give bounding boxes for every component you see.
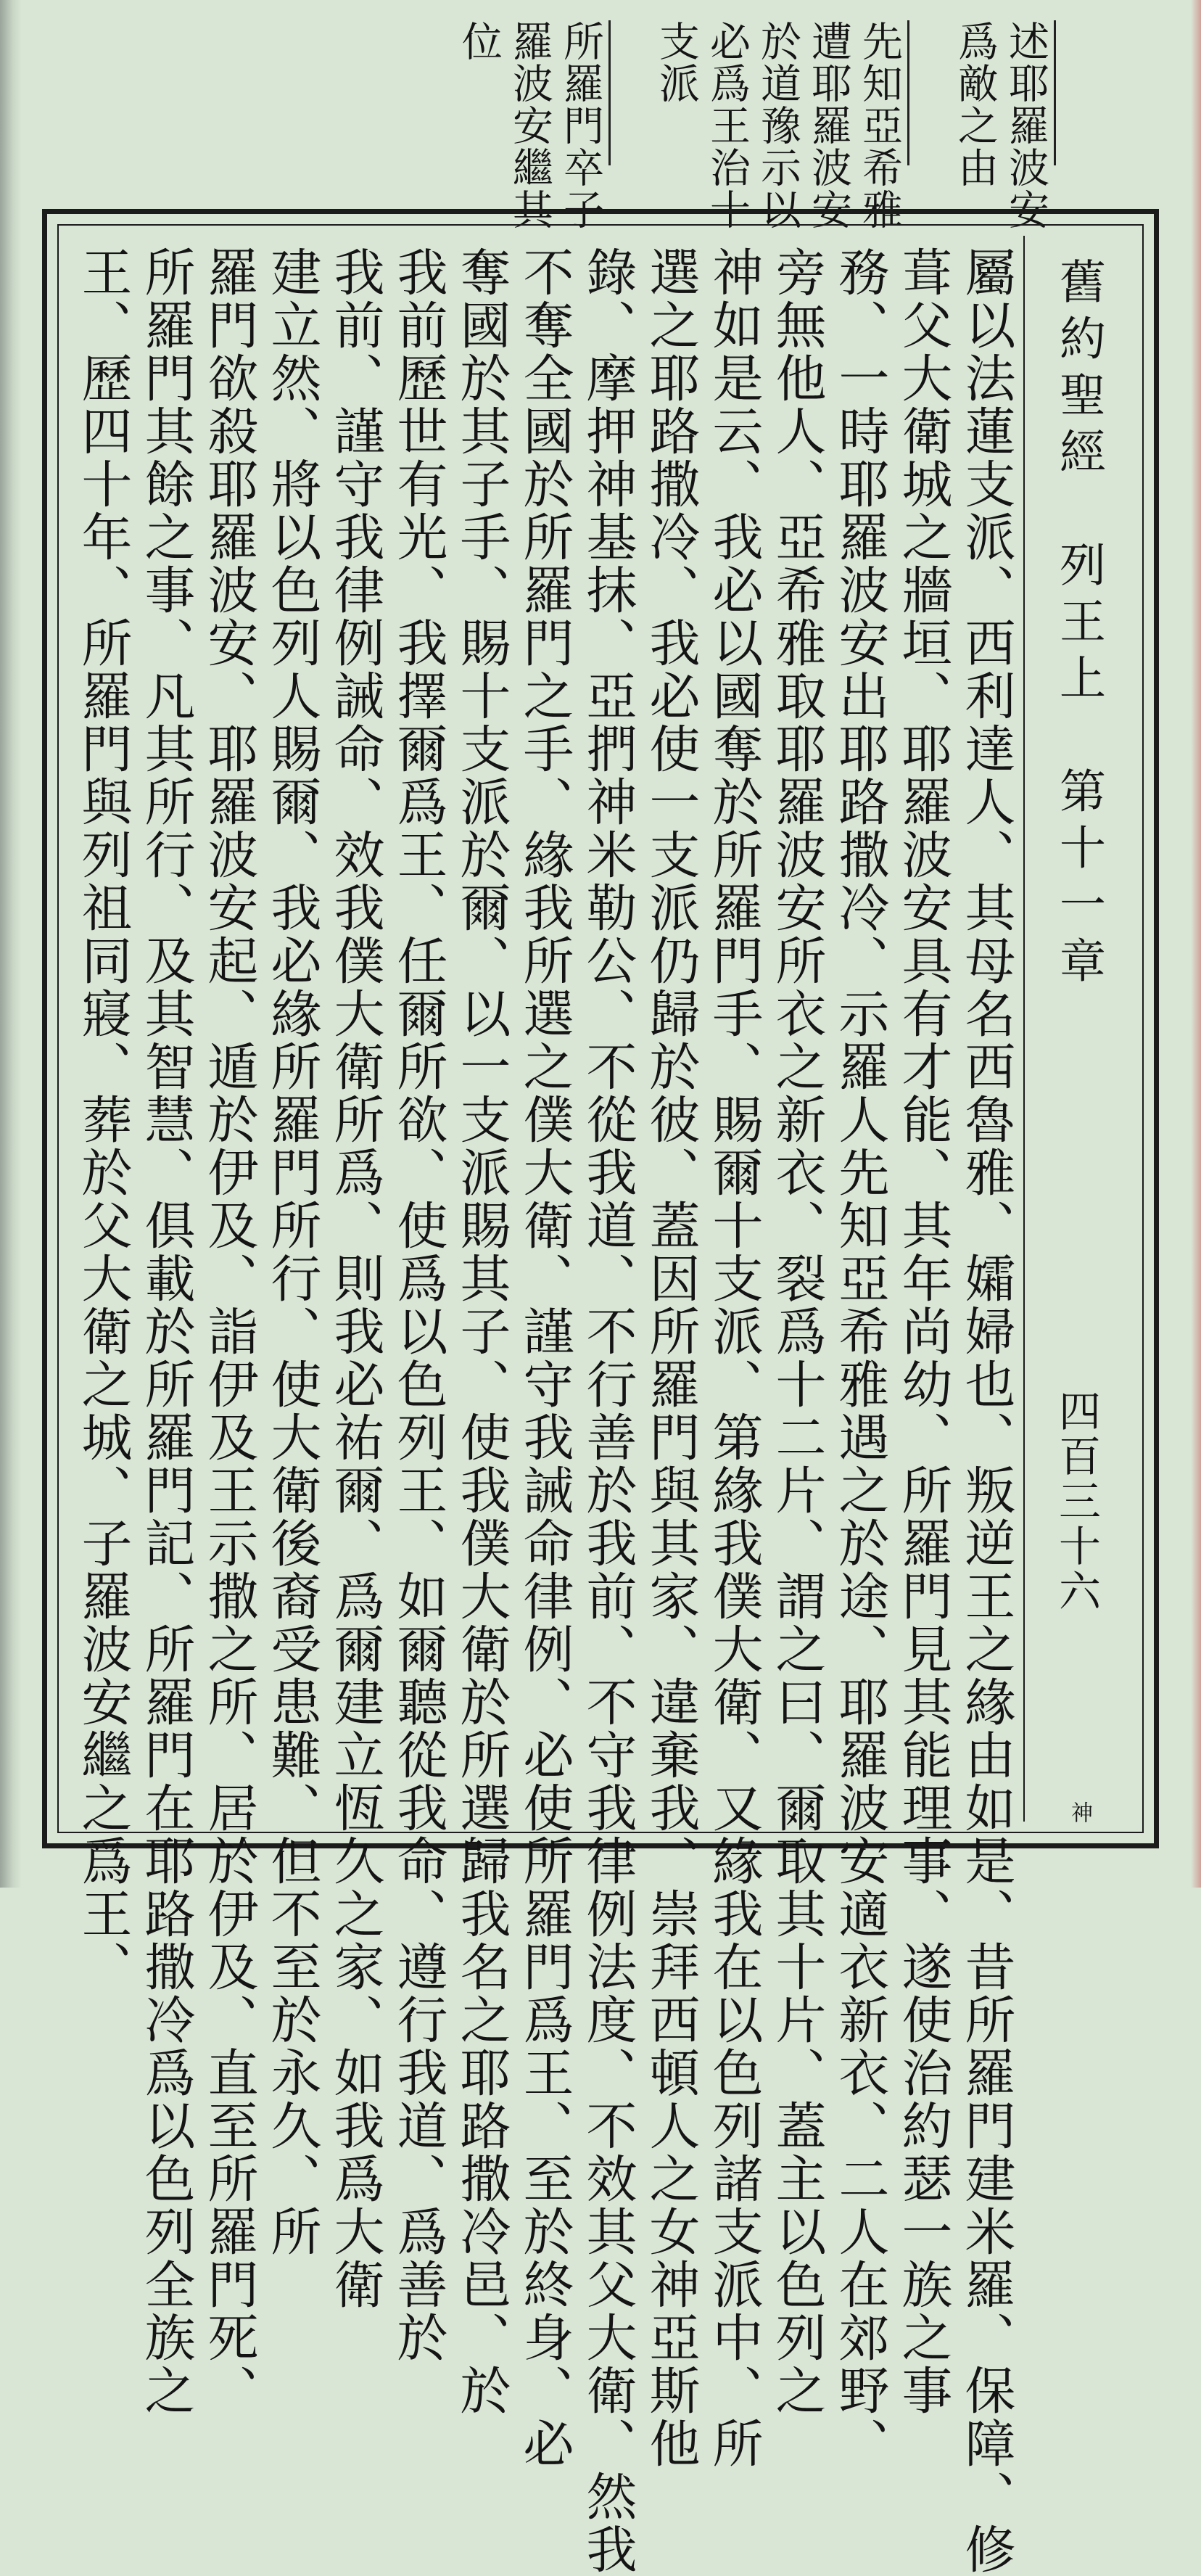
binding-gutter (0, 0, 22, 1888)
band-mark: 神 (1067, 1801, 1092, 1823)
headnote-3-col-3: 位 (455, 20, 503, 62)
text-column-4: 旁無他人、亞希雅取耶羅波安所衣之新衣、裂爲十二片、謂之曰、爾取其十片、蓋主以色列之 (767, 246, 827, 2417)
text-column-1: 屬以法蓮支派、西利達人、其母名西魯雅、孀婦也、叛逆王之緣由如是、昔所羅門建米羅、保障、修 (957, 246, 1016, 2576)
headnote-2-col-2: 遭耶羅波安 (805, 20, 852, 231)
text-column-15: 王、歷四十年、所羅門與列祖同寢、葬於父大衛之城、子羅波安繼之爲王、 (73, 246, 133, 1993)
headnote-3-col-1: 所羅門卒子 (557, 20, 604, 231)
text-column-14: 所羅門其餘之事、凡其所行、及其智慧、俱載於所羅門記、所羅門在耶路撒冷爲以色列全族之 (136, 246, 196, 2417)
text-column-6: 選之耶路撒冷、我必使一支派仍歸於彼、蓋因所羅門與其家、違棄我、崇拜西頓人之女神亞斯他 (641, 246, 701, 2470)
text-frame-inner (57, 224, 1144, 2576)
running-header-band (1023, 236, 1132, 1822)
text-frame (42, 209, 1159, 2576)
text-column-3: 務、一時耶羅波安出耶路撒冷、示羅人先知亞希雅遇之於途、耶羅波安適衣新衣、二人在郊野、 (830, 246, 890, 2470)
text-column-2: 葺父大衛城之牆垣、耶羅波安具有才能、其年尚幼、所羅門見其能理事、遂使治約瑟一族之事 (893, 246, 953, 2417)
page-number: 四百三十六 (1052, 1389, 1101, 1614)
page-edge (1191, 0, 1201, 1888)
text-column-10: 我前歷世有光、我擇爾爲王、任爾所欲、使爲以色列王、如爾聽從我命、遵行我道、爲善於 (389, 246, 448, 2364)
headnote-3-col-2: 羅波安繼其 (506, 20, 553, 231)
headnote-2-col-5: 支派 (653, 20, 700, 104)
body-text (73, 246, 1016, 2576)
text-column-13: 羅門欲殺耶羅波安、耶羅波安起、遁於伊及、詣伊及王示撒之所、居於伊及、直至所羅門死、 (199, 246, 259, 2417)
headnote-2-col-3: 於道豫示以 (754, 20, 801, 231)
text-column-7: 錄、摩押神基抹、亞捫神米勒公、不從我道、不行善於我前、不守我律例法度、不效其父大衛、然我 (578, 246, 637, 2576)
headnote-2-col-4: 必爲王治十 (703, 20, 751, 231)
text-column-11: 我前、謹守我律例誡命、效我僕大衛所爲、則我必祐爾、爲爾建立恆久之家、如我爲大衛 (326, 246, 385, 2311)
running-title: 舊約聖經 列王上 第十一章 (1052, 258, 1105, 993)
headnote-2-col-1: 先知亞希雅 (856, 20, 903, 231)
headnote-1 (952, 20, 1056, 231)
headnote-1-col-1: 述耶羅波安 (1002, 20, 1049, 231)
headnotes (455, 20, 1056, 231)
headnote-2 (653, 20, 909, 231)
headnote-3 (455, 20, 611, 231)
text-column-12: 建立然、將以色列人賜爾、我必緣所羅門所行、使大衛後裔受患難、但不至於永久、所 (263, 246, 322, 2258)
text-column-9: 奪國於其子手、賜十支派於爾、以一支派賜其子、使我僕大衛於所選歸我名之耶路撒冷邑、於 (452, 246, 511, 2417)
headnote-1-col-2: 爲敵之由 (952, 20, 999, 189)
text-column-5: 神如是云、我必以國奪於所羅門手、賜爾十支派、第緣我僕大衛、又緣我在以色列諸支派中、所 (704, 246, 764, 2470)
text-column-8: 不奪全國於所羅門之手、緣我所選之僕大衛、謹守我誡命律例、必使所羅門爲王、至於終身、必 (515, 246, 574, 2470)
